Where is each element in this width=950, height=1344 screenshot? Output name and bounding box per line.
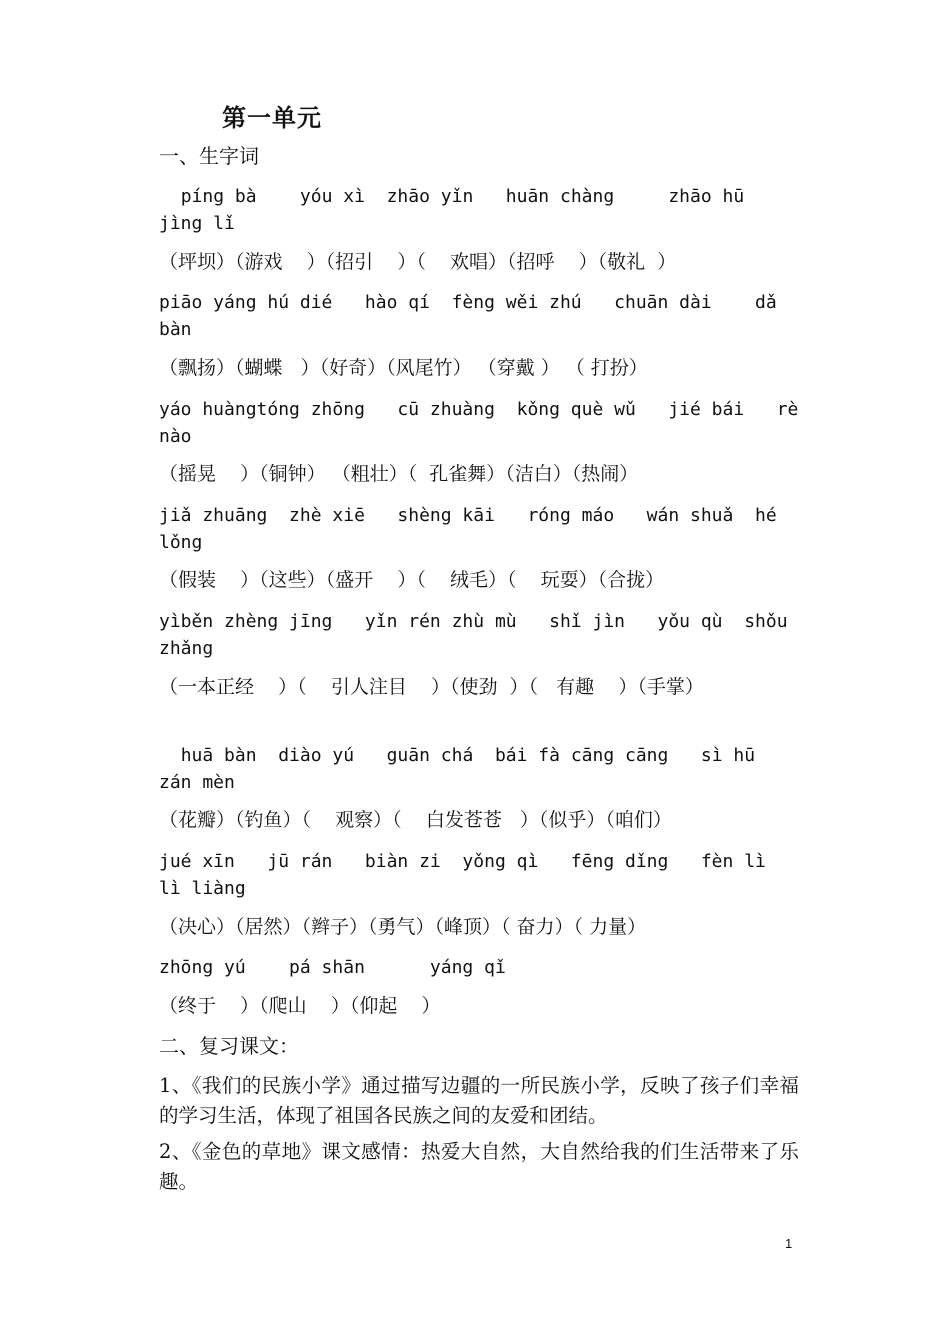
unit-title: 第一单元: [222, 103, 322, 132]
section-heading-review: 二、复习课文：: [159, 1034, 299, 1058]
hanzi-row-6: （花瓣）（钓鱼）（ 观察）（ 白发苍苍 ）（似乎）（咱们）: [159, 809, 672, 831]
hanzi-row-8: （终于 ）（爬山 ）（仰起 ）: [159, 995, 441, 1017]
hanzi-row-2: （飘扬）（蝴蝶 ）（好奇）（风尾竹） （穿戴 ） （ 打扮）: [159, 357, 648, 379]
pinyin-row-6: huā bàn diào yú guān chá bái fà cāng cāng sì hū zán mèn: [159, 745, 799, 793]
pinyin-row-8: zhōng yú pá shān yáng qǐ: [159, 957, 506, 978]
page-number: 1: [785, 1236, 793, 1251]
pinyin-row-4: jiǎ zhuāng zhè xiē shèng kāi róng máo wán shuǎ hé lǒng: [159, 505, 788, 553]
hanzi-row-4: （假装 ）（这些）（盛开 ）（ 绒毛）（ 玩耍）（合拢）: [159, 569, 665, 591]
section-heading-vocabulary: 一、生字词: [159, 144, 259, 168]
pinyin-row-5: yìběn zhèng jīng yǐn rén zhù mù shǐ jìn yǒu qù shǒu zhǎng: [159, 611, 799, 659]
pinyin-row-7: jué xīn jū rán biàn zi yǒng qì fēng dǐng fèn lì lì liàng: [159, 851, 799, 899]
review-paragraph-1: 1、《我们的民族小学》通过描写边疆的一所民族小学，反映了孩子们幸福的学习生活，体现了祖国各民族之间的友爱和团结。: [159, 1074, 799, 1127]
hanzi-row-7: （决心）（居然）（辫子）（勇气）（峰顶）（ 奋力）（ 力量）: [159, 916, 647, 938]
pinyin-row-2: piāo yáng hú dié hào qí fèng wěi zhú chuān dài dǎ bàn: [159, 292, 788, 340]
hanzi-row-5: （一本正经 ）（ 引人注目 ）（使劲 ）（ 有趣 ）（手掌）: [159, 676, 704, 698]
hanzi-row-1: （坪坝）（游戏 ）（招引 ）（ 欢唱）（招呼 ）（敬礼 ）: [159, 251, 677, 273]
review-paragraph-2: 2、《金色的草地》课文感情：热爱大自然，大自然给我的们生活带来了乐趣。: [159, 1140, 799, 1193]
hanzi-row-3: （摇晃 ）（铜钟） （粗壮）（ 孔雀舞）（洁白）（热闹）: [159, 463, 639, 485]
pinyin-row-1: píng bà yóu xì zhāo yǐn huān chàng zhāo hū jìng lǐ: [159, 186, 788, 234]
pinyin-row-3: yáo huàngtóng zhōng cū zhuàng kǒng què wǔ jié bái rè nào: [159, 399, 810, 447]
